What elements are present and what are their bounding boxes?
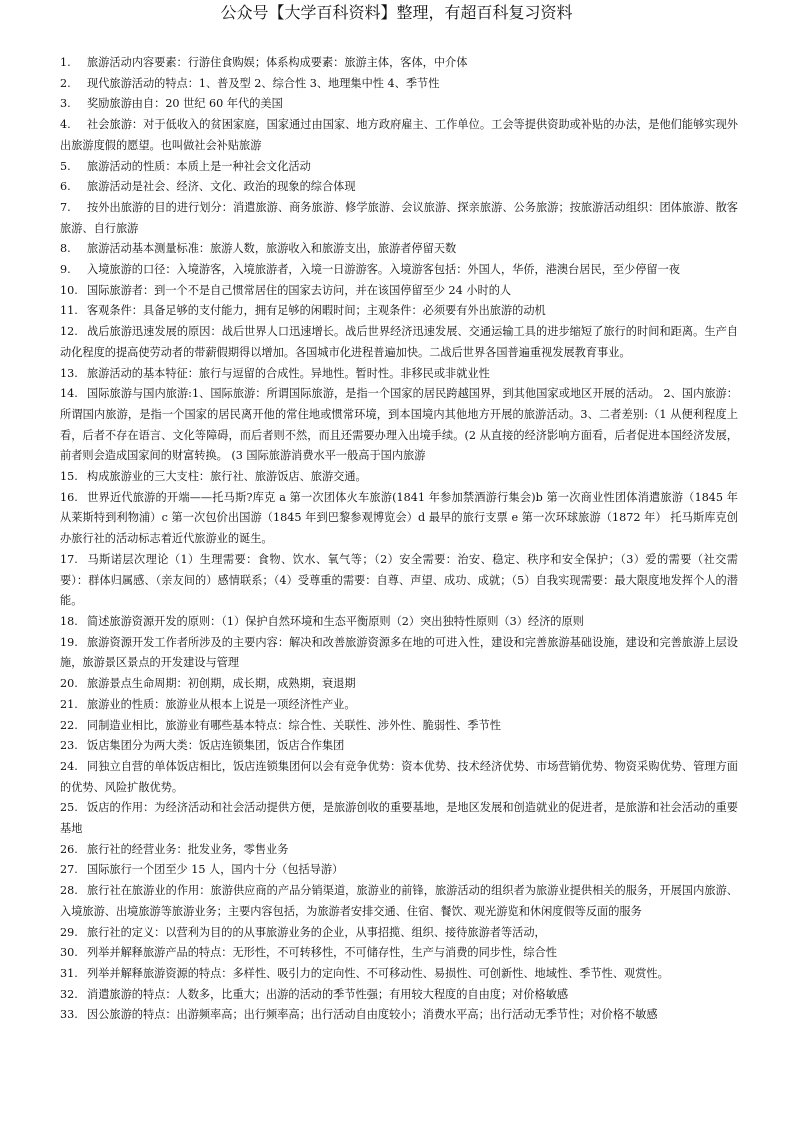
list-item (60, 674, 738, 695)
list-item-text: 国际旅游与国内旅游:1、国际旅游：所谓国际旅游，是指一个国家的居民跨越国界，到其他国家或地区开展的活动。 2、国内旅游：所谓国内旅游，是指一个国家的居民离开他的常住地或惯常环境，到本国境内其他地方开展的旅游活动。3、二者差别:（1 从便利程度上看，后者不存在语言、文化等障碍，而后者则不然，而且还需要办理入出境手续。(2 从直接的经济影响方面看，后者促进本国经济发展，前者则会造成国家间的财富转换。 (3 国际旅游消费水平一般高于国内旅游 (60, 387, 738, 463)
list-item-number: 19. (60, 635, 78, 649)
list-item-number: 15. (60, 470, 78, 484)
list-item-text: 旅游活动的基本特征：旅行与逗留的合成性。异地性。暂时性。非移民或非就业性 (87, 366, 490, 380)
list-item-number: 4. (60, 118, 71, 132)
list-item-text: 世界近代旅游的开端——托马斯?库克 a 第一次团体火车旅游(1841 年参加禁酒游行集会)b 第一次商业性团体消遣旅游（1845 年从莱斯特到利物浦）c 第一次包价出国游（1845 年到巴黎参观博览会）d 最早的旅行支票 e 第一次环球旅游（1872 年） 托马斯库克创办旅行社的活动标志着近代旅游业的诞生。 (60, 490, 738, 546)
list-item-number: 9. (60, 263, 71, 277)
list-item-text: 旅游资源开发工作者所涉及的主要内容：解决和改善旅游资源多在地的可进入性，建设和完善旅游基础设施，建设和完善旅游上层设施，旅游景区景点的开发建设与管理 (60, 635, 738, 670)
list-item-number: 28. (60, 884, 78, 898)
list-item (60, 260, 738, 281)
list-item-number: 33. (60, 1008, 78, 1022)
list-item-text: 饭店的作用：为经济活动和社会活动提供方便，是旅游创收的重要基地，是地区发展和创造就业的促进者，是旅游和社会活动的重要基地 (60, 801, 738, 836)
list-item-number: 10. (60, 283, 78, 297)
list-item-text: 马斯诺层次理论（1）生理需要：食物、饮水、氧气等；（2）安全需要：治安、稳定、秩序和安全保护；（3）爱的需要（社交需要）：群体归属感、（亲友间的）感情联系；（4）受尊重的需要：自尊、声望、成功、成就；（5）自我实现需要：最大限度地发挥个人的潜能。 (60, 552, 738, 608)
list-item (60, 860, 738, 881)
list-item (60, 384, 738, 467)
list-item-text: 国际旅游者：到一个不是自己惯常居住的国家去访问，并在该国停留至少 24 小时的人 (87, 283, 512, 297)
list-item (60, 301, 738, 322)
list-item (60, 757, 738, 798)
list-item (60, 964, 738, 985)
list-item-text: 社会旅游：对于低收入的贫困家庭，国家通过由国家、地方政府雇主、工作单位。工会等提供资助或补贴的办法，是他们能够实现外出旅游度假的愿望。也叫做社会补贴旅游 (60, 118, 738, 152)
list-item (60, 612, 738, 633)
list-item-text: 旅行社的定义：以营利为目的的从事旅游业务的企业，从事招揽、组织、接待旅游者等活动， (87, 925, 546, 939)
list-item (60, 281, 738, 302)
list-item-number: 30. (60, 946, 78, 960)
list-item-text: 旅游活动内容要素：行游住食购娱；体系构成要素：旅游主体，客体，中介体 (87, 56, 468, 69)
list-item (60, 467, 738, 488)
list-item (60, 488, 738, 550)
list-item-text: 旅游活动基本测量标准：旅游人数，旅游收入和旅游支出，旅游者停留天数 (87, 242, 457, 256)
list-item (60, 881, 738, 922)
list-item (60, 716, 738, 737)
list-item-number: 8. (60, 242, 71, 256)
list-item-text: 旅行社的经营业务：批发业务，零售业务 (87, 842, 289, 856)
list-item-text: 列举并解释旅游资源的特点：多样性、吸引力的定向性、不可移动性、易损性、可创新性、地域性、季节性、观赏性。 (87, 966, 669, 980)
list-item-text: 同制造业相比，旅游业有哪些基本特点：综合性、关联性、涉外性、脆弱性、季节性 (87, 718, 501, 732)
list-item-number: 1. (60, 56, 71, 69)
list-item (60, 198, 738, 239)
list-item-text: 旅行社在旅游业的作用：旅游供应商的产品分销渠道，旅游业的前锋，旅游活动的组织者为旅游业提供相关的服务，开展国内旅游、入境旅游、出境旅游等旅游业务；主要内容包括，为旅游者安排交通、住宿、餐饮、观光游览和休闲度假等反面的服务 (60, 884, 738, 918)
list-item (60, 695, 738, 716)
list-item (60, 1005, 738, 1026)
list-item-number: 14. (60, 387, 78, 401)
list-item-number: 26. (60, 842, 78, 856)
list-item (60, 94, 738, 115)
list-item (60, 239, 738, 260)
list-item-text: 旅游活动的性质：本质上是一种社会文化活动 (87, 159, 311, 173)
list-item-number: 21. (60, 697, 78, 711)
list-item (60, 798, 738, 839)
list-item-number: 6. (60, 180, 71, 194)
list-item-text: 因公旅游的特点：出游频率高；出行频率高；出行活动自由度较小；消费水平高；出行活动无季节性；对价格不敏感 (87, 1008, 658, 1022)
list-item (60, 943, 738, 964)
list-item-number: 23. (60, 739, 78, 753)
list-item (60, 74, 738, 95)
list-item-text: 入境旅游的口径：入境游客，入境旅游者，入境一日游游客。入境游客包括：外国人，华侨，港澳台居民，至少停留一夜 (87, 263, 680, 277)
list-item (60, 115, 738, 156)
numbered-list (60, 53, 738, 1026)
list-item-number: 13. (60, 366, 78, 380)
list-item-number: 2. (60, 76, 71, 90)
list-item-number: 31. (60, 966, 78, 980)
list-item-number: 3. (60, 97, 71, 111)
list-item-number: 24. (60, 759, 78, 773)
list-item-text: 现代旅游活动的特点：1、普及型 2、综合性 3、地理集中性 4、季节性 (87, 76, 440, 90)
list-item-number: 12. (60, 325, 78, 339)
list-item-number: 17. (60, 552, 78, 566)
list-item-text: 按外出旅游的目的进行划分：消遣旅游、商务旅游、修学旅游、会议旅游、探亲旅游、公务旅游；按旅游活动组织：团体旅游、散客旅游、自行旅游 (60, 200, 738, 235)
list-item-number: 11. (60, 304, 78, 318)
list-item-number: 22. (60, 718, 78, 732)
list-item-number: 32. (60, 987, 78, 1001)
list-item-number: 18. (60, 614, 78, 628)
list-item-text: 战后旅游迅速发展的原因：战后世界人口迅速增长。战后世界经济迅速发展、交通运输工具的进步缩短了旅行的时间和距离。生产自动化程度的提高使劳动者的带薪假期得以增加。各国城市化进程普遍加快。二战后世界各国普遍重视发展教育事业。 (60, 325, 738, 359)
list-item (60, 177, 738, 198)
list-item-text: 构成旅游业的三大支柱：旅行社、旅游饭店、旅游交通。 (87, 470, 367, 484)
list-item (60, 364, 738, 385)
list-item (60, 736, 738, 757)
list-item-text: 列举并解释旅游产品的特点：无形性，不可转移性，不可储存性，生产与消费的同步性，综合性 (87, 946, 557, 960)
list-item-text: 客观条件：具备足够的支付能力，拥有足够的闲暇时间；主观条件：必须要有外出旅游的动机 (87, 304, 546, 318)
list-item-text: 奖励旅游由自：20 世纪 60 年代的美国 (87, 97, 283, 111)
list-item-text: 旅游业的性质：旅游业从根本上说是一项经济性产业。 (87, 697, 356, 711)
list-item-text: 饭店集团分为两大类：饭店连锁集团，饭店合作集团 (87, 739, 345, 753)
list-item-number: 20. (60, 677, 78, 691)
list-item-text: 消遣旅游的特点：人数多，比重大；出游的活动的季节性强；有用较大程度的自由度；对价格敏感 (87, 987, 569, 1001)
list-item-number: 5. (60, 159, 71, 173)
list-item (60, 157, 738, 178)
list-item-text: 同独立自营的单体饭店相比，饭店连锁集团何以会有竞争优势：资本优势、技术经济优势、市场营销优势、物资采购优势、管理方面的优势、风险扩散优势。 (60, 759, 738, 794)
list-item (60, 53, 738, 74)
list-item (60, 985, 738, 1006)
list-item (60, 322, 738, 363)
list-item-text: 旅游活动是社会、经济、文化、政治的现象的综合体现 (87, 180, 356, 194)
list-item-number: 29. (60, 925, 78, 939)
list-item-number: 27. (60, 863, 78, 877)
list-item (60, 840, 738, 861)
list-item-text: 简述旅游资源开发的原则：（1）保护自然环境和生态平衡原则（2）突出独特性原则（3）经济的原则 (87, 614, 584, 628)
list-item (60, 633, 738, 674)
page-header-title: 公众号【大学百科资料】整理，有超百科复习资料 (220, 3, 573, 22)
list-item-number: 25. (60, 801, 78, 815)
list-item-text: 旅游景点生命周期：初创期，成长期，成熟期，衰退期 (87, 677, 356, 691)
list-item-number: 7. (60, 200, 71, 214)
list-item (60, 550, 738, 612)
list-item-text: 国际旅行一个团至少 15 人，国内十分（包括导游） (87, 863, 344, 877)
list-item (60, 923, 738, 944)
list-item-number: 16. (60, 490, 78, 504)
